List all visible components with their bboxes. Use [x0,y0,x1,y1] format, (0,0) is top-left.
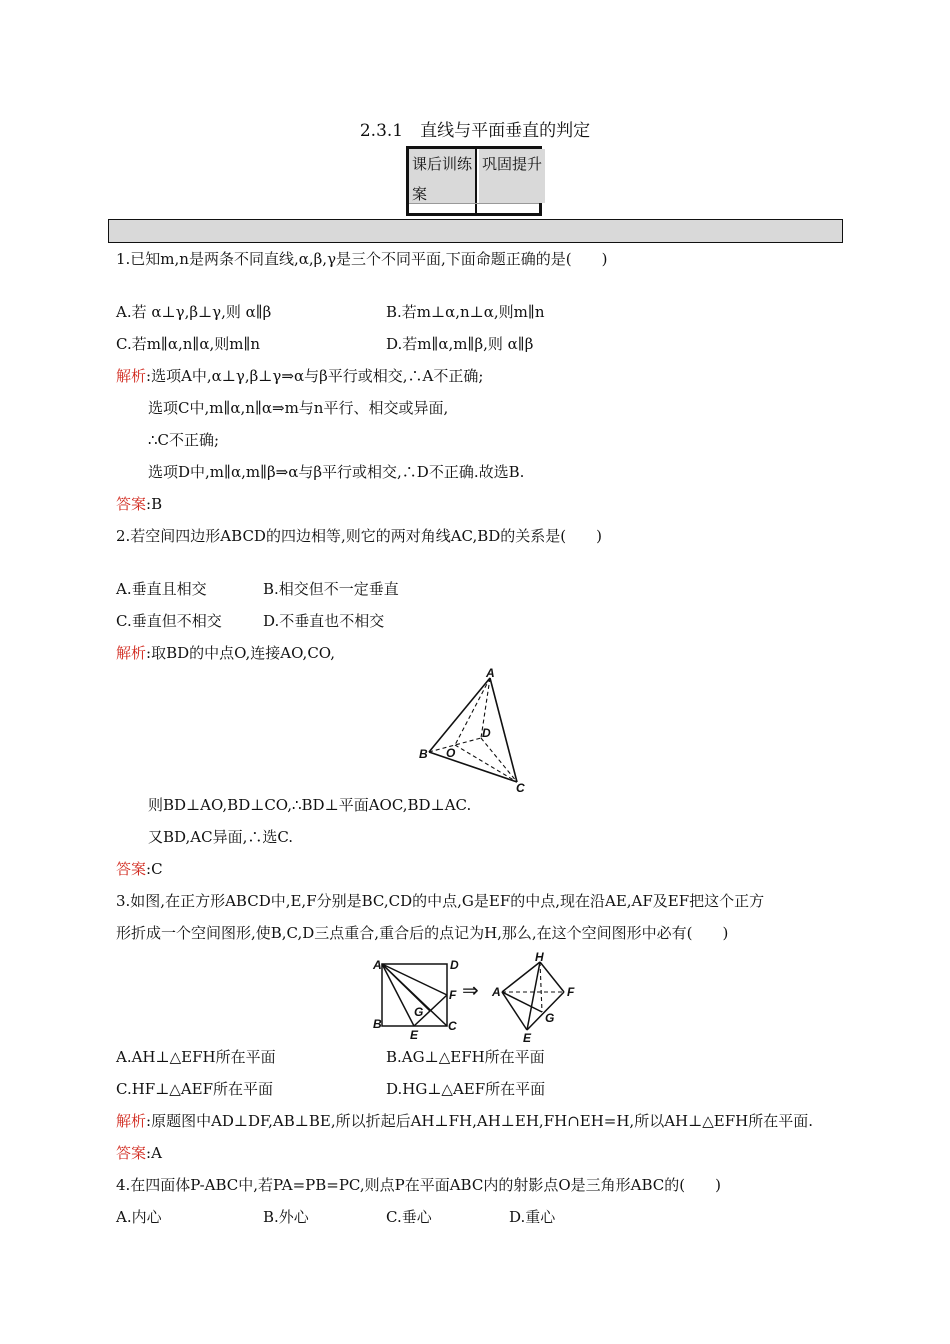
q1-analysis-line-3: ∴C不正确; [148,431,220,449]
q3-option-d: D.HG⊥△AEF所在平面 [386,1080,546,1098]
q3-option-a: A.AH⊥△EFH所在平面 [116,1048,276,1066]
q3-answer: 答案:A [116,1144,162,1162]
label-a-square: A [373,958,382,972]
label-g-square: G [414,1005,424,1019]
q1-option-d: D.若m∥α,m∥β,则 α∥β [386,335,534,353]
q3-stem-line-1: 3.如图,在正方形ABCD中,E,F分别是BC,CD的中点,G是EF的中点,现在沿AE,AF及EF把这个正方 [116,892,765,910]
q1-option-b: B.若m⊥α,n⊥α,则m∥n [386,303,545,321]
edge-bc [429,752,517,782]
label-h: H [535,950,544,964]
q3-stem-line-2: 形折成一个空间图形,使B,C,D三点重合,重合后的点记为H,那么,在这个空间图形中必有( ) [116,924,729,942]
header-cell-consolidate: 巩固提升 [479,149,545,203]
q1-analysis-label: 解析 [116,367,147,385]
header-table [406,146,542,216]
q4-option-b: B.外心 [263,1208,309,1226]
label-c-square: C [448,1019,457,1033]
fold-af [382,964,447,995]
tetrahedron-figure [415,666,535,798]
edge-ha [502,962,540,992]
q2-option-b: B.相交但不一定垂直 [263,580,399,598]
edge-ac [490,678,517,782]
label-d-square: D [450,958,459,972]
label-o: O [446,746,456,760]
label-e-folded: E [523,1031,532,1045]
q1-answer: 答案:B [116,495,163,513]
q2-analysis-line-2: 则BD⊥AO,BD⊥CO,∴BD⊥平面AOC,BD⊥AC. [148,796,472,814]
q1-answer-label: 答案 [116,495,147,513]
header-rule [409,203,539,204]
fold-ae [382,964,414,1026]
label-f-square: F [449,988,457,1002]
q1-analysis-line-2: 选项C中,m∥α,n∥α⇒m与n平行、相交或异面, [148,399,449,417]
edge-hf [540,962,564,992]
q4-option-d: D.重心 [509,1208,556,1226]
label-b: B [419,747,428,761]
label-b-square: B [373,1017,382,1031]
q2-answer-label: 答案 [116,860,147,878]
label-e-square: E [410,1028,419,1042]
page-title: 2.3.1 直线与平面垂直的判定 [359,121,591,141]
edge-he [527,962,540,1030]
q2-analysis-label: 解析 [116,644,147,662]
edge-ab [429,678,490,752]
q1-option-c: C.若m∥α,n∥α,则m∥n [116,335,261,353]
q1-analysis-line-1: 解析:选项A中,α⊥γ,β⊥γ⇒α与β平行或相交,∴A不正确; [116,367,484,385]
segment-hg [540,962,542,1012]
q2-answer: 答案:C [116,860,163,878]
q4-stem: 4.在四面体P-ABC中,若PA=PB=PC,则点P在平面ABC内的射影点O是三角形ABC的( ) [116,1176,721,1194]
section-band [108,219,843,243]
q1-option-a: A.若 α⊥γ,β⊥γ,则 α∥β [116,303,272,321]
label-a-folded: A [492,985,501,999]
q2-option-a: A.垂直且相交 [116,580,207,598]
header-cell-training: 课后训练案 [409,149,475,203]
implies-arrow: ⇒ [462,980,479,1002]
q4-option-c: C.垂心 [386,1208,432,1226]
q1-stem: 1.已知m,n是两条不同直线,α,β,γ是三个不同平面,下面命题正确的是( ) [116,250,608,268]
q2-analysis-line-1: 解析:取BD的中点O,连接AO,CO, [116,644,335,662]
q3-option-b: B.AG⊥△EFH所在平面 [386,1048,545,1066]
q1-analysis-line-4: 选项D中,m∥α,m∥β⇒α与β平行或相交,∴D不正确.故选B. [148,463,525,481]
header-divider [475,149,477,216]
q2-option-c: C.垂直但不相交 [116,612,222,630]
label-d: D [482,726,491,740]
square-fold-figure [370,950,585,1048]
label-f-folded: F [567,985,575,999]
q3-answer-label: 答案 [116,1144,147,1162]
label-a: A [486,666,495,680]
label-g-folded: G [545,1011,555,1025]
q2-option-d: D.不垂直也不相交 [263,612,385,630]
q3-option-c: C.HF⊥△AEF所在平面 [116,1080,274,1098]
q3-analysis-line-1: 解析:原题图中AD⊥DF,AB⊥BE,所以折起后AH⊥FH,AH⊥EH,FH∩EH=H,所以AH⊥△EFH所在平面. [116,1112,813,1130]
q2-stem: 2.若空间四边形ABCD的四边相等,则它的两对角线AC,BD的关系是( ) [116,527,603,545]
label-c: C [516,781,525,795]
q2-analysis-line-3: 又BD,AC异面,∴选C. [148,828,294,846]
q4-option-a: A.内心 [116,1208,162,1226]
q3-analysis-label: 解析 [116,1112,147,1130]
